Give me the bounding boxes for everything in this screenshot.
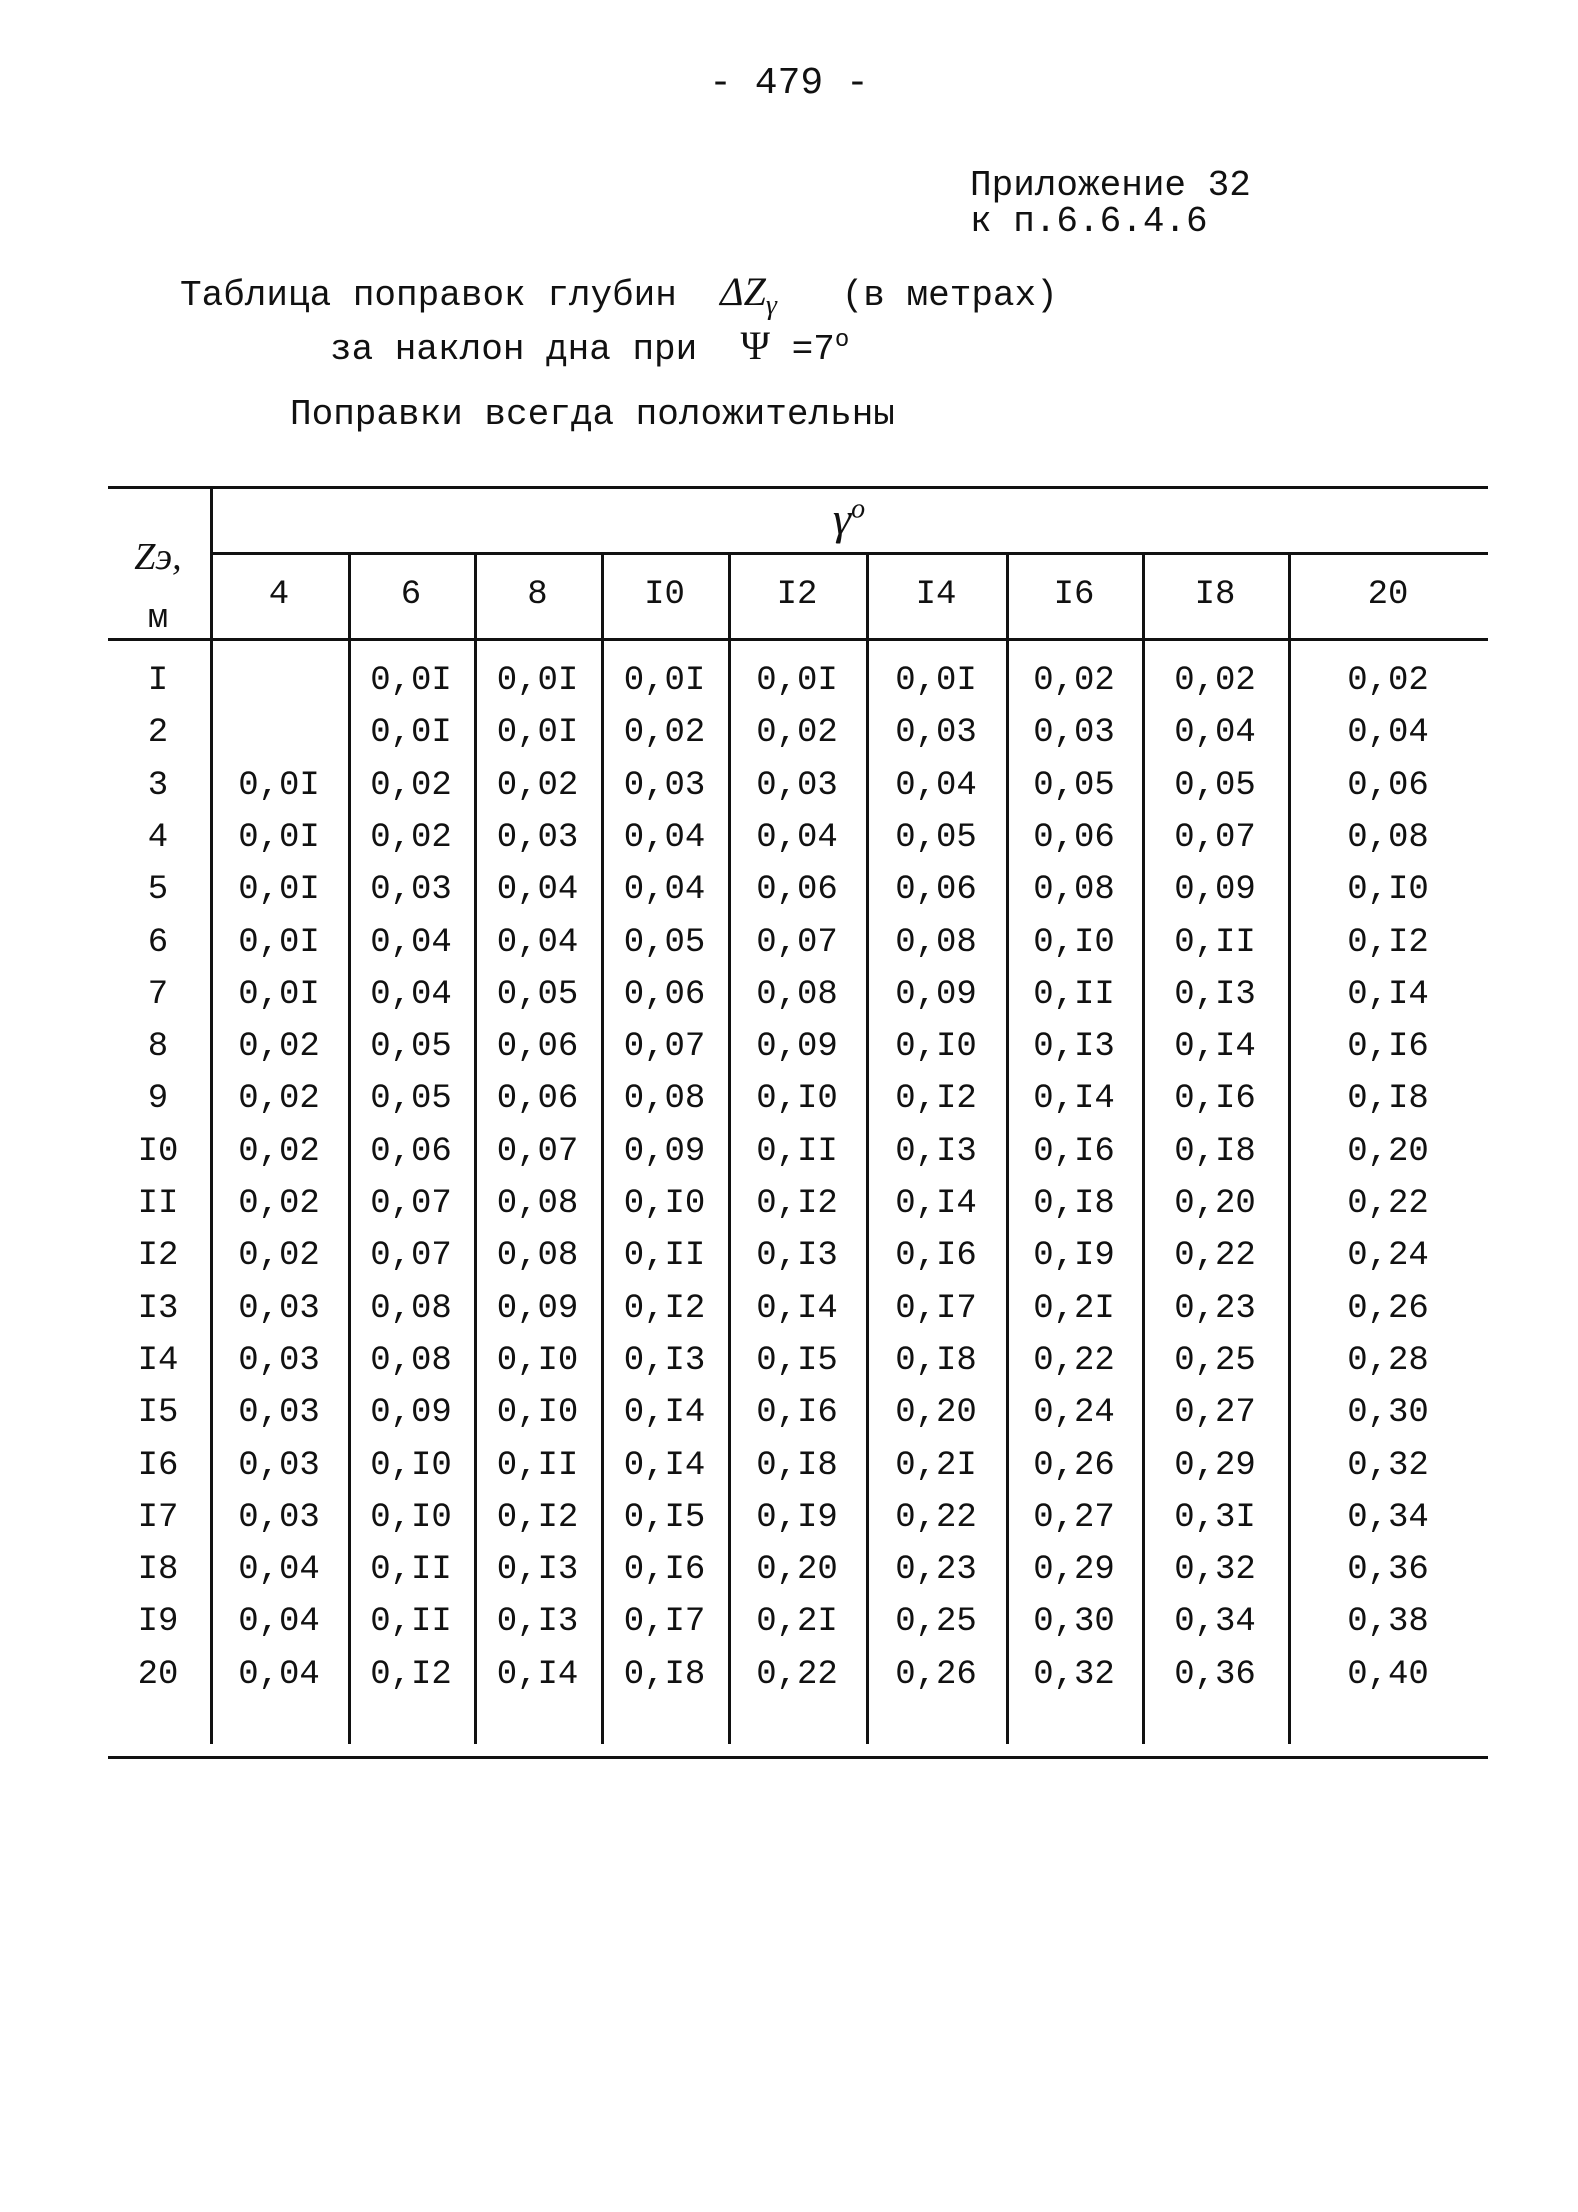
table-cell: 0,04 (623, 818, 706, 857)
table-cell: 0,04 (496, 871, 579, 910)
column-header: I4 (915, 576, 957, 614)
subtitle: Поправки всегда положительны (290, 394, 895, 435)
row-depth-label: I7 (137, 1498, 179, 1537)
table-cell: 0,06 (756, 871, 838, 910)
table-cell: 0,03 (238, 1446, 320, 1485)
table-cell: 0,0I (623, 662, 706, 700)
table-cell: 0,22 (1347, 1185, 1429, 1223)
table-cell: 0,29 (1033, 1551, 1115, 1590)
table-cell: 0,09 (756, 1028, 838, 1067)
table-cell: 0,I4 (623, 1394, 706, 1433)
title-prefix: Таблица поправок глубин (180, 275, 677, 316)
column-header: 6 (400, 576, 422, 614)
table-cell: 0,I9 (1033, 1237, 1115, 1276)
appendix-title: Приложение 32 (970, 165, 1251, 206)
table-cell: 0,08 (623, 1080, 706, 1119)
column-header: I8 (1194, 576, 1236, 614)
row-header-unit: м (147, 600, 169, 638)
row-depth-label: I4 (137, 1341, 179, 1380)
table-cell: 0,II (370, 1603, 452, 1642)
table-cell: 0,34 (1174, 1603, 1256, 1642)
table-cell: 0,I4 (623, 1446, 706, 1485)
column-header: 4 (268, 576, 290, 614)
table-cell: 0,24 (1033, 1394, 1115, 1433)
table-cell: 0,28 (1347, 1341, 1429, 1380)
column-header: I2 (776, 576, 818, 614)
table-cell: 0,06 (496, 1080, 579, 1119)
table-cell: 0,0I (238, 818, 320, 857)
table-cell: 0,04 (370, 923, 452, 962)
table-cell: 0,0I (895, 662, 977, 700)
table-cell: 0,06 (370, 1132, 452, 1171)
table-cell: 0,02 (756, 714, 838, 753)
column-header: 8 (527, 576, 548, 614)
table-cell: 0,I8 (1174, 1132, 1256, 1171)
table-cell: 0,I0 (370, 1446, 452, 1485)
table-cell: 0,I0 (370, 1498, 452, 1537)
table-cell: 0,2I (756, 1603, 838, 1642)
table-cell: 0,06 (623, 975, 706, 1014)
table-cell: 0,29 (1174, 1446, 1256, 1485)
table-cell: 0,06 (1347, 766, 1429, 805)
table-cell: 0,I9 (756, 1498, 838, 1537)
table-cell: 0,07 (370, 1237, 452, 1276)
table-cell: 0,I4 (496, 1655, 579, 1694)
table-cell: 0,0I (238, 923, 320, 962)
table-cell: 0,04 (1347, 714, 1429, 753)
table-cell: 0,04 (370, 975, 452, 1014)
table-cell: 0,05 (370, 1028, 452, 1067)
table-cell: 0,I3 (496, 1551, 579, 1590)
degree-mark: о (834, 327, 850, 354)
delta-z-formula (720, 269, 777, 321)
table-cell: 0,I2 (756, 1185, 838, 1223)
row-depth-label: 3 (147, 766, 169, 805)
table-cell: 0,09 (496, 1289, 579, 1328)
table-cell: 0,I5 (623, 1498, 706, 1537)
row-depth-label: 4 (147, 818, 169, 857)
table-cell: 0,20 (1174, 1185, 1256, 1223)
table-cell: 0,03 (238, 1289, 320, 1328)
table-cell: 0,02 (238, 1132, 320, 1171)
table-cell: 0,04 (238, 1603, 320, 1642)
table-cell: 0,0I (370, 662, 452, 700)
table-cell: 0,02 (623, 714, 706, 753)
table-cell: 0,II (496, 1446, 579, 1485)
row-depth-label: 8 (147, 1028, 169, 1067)
row-depth-label: 20 (137, 1655, 179, 1694)
table-cell: 0,03 (1033, 714, 1115, 753)
psi-value: =7 (791, 329, 835, 370)
row-depth-label: I5 (137, 1394, 179, 1433)
table-cell: 0,0I (238, 871, 320, 910)
table-cell: 0,08 (1033, 871, 1115, 910)
table-cell: 0,II (756, 1132, 838, 1171)
table-cell: 0,I2 (370, 1655, 452, 1694)
table-cell: 0,08 (1347, 818, 1429, 857)
table-cell: 0,05 (623, 923, 706, 962)
table-cell: 0,25 (1174, 1341, 1256, 1380)
gamma-symbol: γ (832, 493, 852, 544)
table-cell: 0,0I (370, 714, 452, 753)
table-cell: 0,I5 (756, 1341, 838, 1380)
table-cell: 0,22 (895, 1498, 977, 1537)
table-cell: 0,07 (496, 1132, 579, 1171)
table-cell: 0,08 (756, 975, 838, 1014)
table-cell: 0,26 (1347, 1289, 1429, 1328)
table-cell: 0,02 (238, 1028, 320, 1067)
table-cell: 0,03 (496, 818, 579, 857)
table-cell: 0,02 (1033, 662, 1115, 700)
table-cell: 0,I0 (756, 1080, 838, 1119)
table-cell: 0,26 (895, 1655, 977, 1694)
table-cell: 0,04 (1174, 714, 1256, 753)
table-cell: 0,I0 (496, 1394, 579, 1433)
table-cell: 0,3I (1174, 1498, 1256, 1537)
table-cell: 0,I3 (1174, 975, 1256, 1014)
table-cell: 0,I3 (756, 1237, 838, 1276)
table-cell: 0,07 (756, 923, 838, 962)
page-number: - 479 - (709, 62, 869, 105)
table-cell: 0,27 (1174, 1394, 1256, 1433)
row-depth-label: II (137, 1185, 179, 1223)
table-cell: 0,08 (370, 1289, 452, 1328)
table-title (180, 268, 1058, 322)
row-depth-label: 9 (147, 1080, 169, 1119)
table-cell: 0,07 (623, 1028, 706, 1067)
table-cell: 0,06 (496, 1028, 579, 1067)
table-cell: 0,09 (623, 1132, 706, 1171)
table-cell: 0,26 (1033, 1446, 1115, 1485)
table-cell: 0,I7 (623, 1603, 706, 1642)
table-cell: 0,2I (1033, 1289, 1115, 1328)
row-depth-label: I (147, 662, 169, 700)
table-cell: 0,03 (756, 766, 838, 805)
table-cell: 0,I4 (1033, 1080, 1115, 1119)
column-header: 20 (1367, 576, 1409, 614)
formula-main: ΔZ (720, 269, 766, 314)
table-cell: 0,22 (1033, 1341, 1115, 1380)
row-header-symbol: Zэ, (134, 536, 182, 578)
table-cell: 0,I8 (895, 1341, 977, 1380)
table-cell: 0,II (1033, 975, 1115, 1014)
row-depth-label: I8 (137, 1551, 179, 1590)
table-cell: 0,I3 (496, 1603, 579, 1642)
table-cell: 0,I6 (623, 1551, 706, 1590)
row-depth-label: 6 (147, 923, 169, 962)
table-cell: 0,0I (238, 975, 320, 1014)
psi-symbol: Ψ (740, 323, 770, 368)
table-cell: 0,02 (238, 1185, 320, 1223)
table-cell: 0,03 (238, 1394, 320, 1433)
table-cell: 0,03 (623, 766, 706, 805)
table-cell: 0,04 (895, 766, 977, 805)
column-group-label (210, 492, 1488, 545)
table-cell: 0,02 (370, 818, 452, 857)
table-cell: 0,30 (1347, 1394, 1429, 1433)
row-depth-label: I0 (137, 1132, 179, 1171)
table-top-rule (108, 486, 1488, 489)
table-cell: 0,0I (238, 766, 320, 805)
table-cell: 0,04 (756, 818, 838, 857)
row-depth-label: 7 (147, 975, 169, 1014)
table-cell: 0,06 (895, 871, 977, 910)
row-header-label (108, 526, 208, 650)
gamma-degree: о (851, 493, 866, 525)
table-cell: 0,20 (895, 1394, 977, 1433)
table-cell: 0,I0 (623, 1185, 706, 1223)
table-cell: 0,I0 (1033, 923, 1115, 962)
column-header: I0 (644, 576, 685, 614)
table-cell: 0,0I (756, 662, 838, 700)
table-cell: 0,05 (496, 975, 579, 1014)
table-cell: 0,I2 (895, 1080, 977, 1119)
table-cell: 0,04 (238, 1655, 320, 1694)
table-cell: 0,05 (895, 818, 977, 857)
table-cell: 0,I8 (1347, 1080, 1429, 1119)
table-cell: 0,38 (1347, 1603, 1429, 1642)
condition-prefix: за наклон дна при (330, 329, 698, 370)
table-cell: 0,I4 (895, 1185, 977, 1223)
table-cell: 0,32 (1033, 1655, 1115, 1694)
table-cell: 0,08 (895, 923, 977, 962)
title-unit: (в метрах) (841, 275, 1058, 316)
table-cell: 0,I4 (756, 1289, 838, 1328)
header-bottom-rule (108, 638, 1488, 641)
appendix-paragraph-ref: к п.6.6.4.6 (970, 201, 1208, 242)
row-depth-label: I2 (137, 1237, 179, 1276)
table-cell: 0,06 (1033, 818, 1115, 857)
table-cell: 0,02 (238, 1237, 320, 1276)
table-cell: 0,I3 (895, 1132, 977, 1171)
table-cell: 0,I8 (623, 1655, 706, 1694)
table-cell: 0,I6 (895, 1237, 977, 1276)
table-cell: 0,34 (1347, 1498, 1429, 1537)
table-cell: 0,23 (1174, 1289, 1256, 1328)
table-cell: 0,20 (1347, 1132, 1429, 1171)
table-cell: 0,I7 (895, 1289, 977, 1328)
table-cell: 0,09 (1174, 871, 1256, 910)
table-cell: 0,02 (1174, 662, 1256, 700)
table-cell: 0,I3 (623, 1341, 706, 1380)
table-cell: 0,I4 (1347, 975, 1429, 1014)
table-cell: 0,32 (1174, 1551, 1256, 1590)
table-cell: 0,05 (370, 1080, 452, 1119)
table-cell: 0,04 (238, 1551, 320, 1590)
table-cell: 0,24 (1347, 1237, 1429, 1276)
appendix-reference (970, 165, 1251, 242)
table-cell: 0,03 (370, 871, 452, 910)
table-cell: 0,I8 (1033, 1185, 1115, 1223)
table-cell: 0,04 (496, 923, 579, 962)
table-cell: 0,22 (1174, 1237, 1256, 1276)
table-cell: 0,0I (496, 714, 579, 753)
table-cell: 0,30 (1033, 1603, 1115, 1642)
table-cell: 0,04 (623, 871, 706, 910)
row-depth-label: I9 (137, 1603, 179, 1642)
table-cell: 0,I2 (623, 1289, 706, 1328)
table-cell: 0,08 (370, 1341, 452, 1380)
table-cell: 0,40 (1347, 1655, 1429, 1694)
row-depth-label: I6 (137, 1446, 179, 1485)
table-cell: 0,25 (895, 1603, 977, 1642)
table-cell: 0,27 (1033, 1498, 1115, 1537)
table-cell: 0,I6 (1347, 1028, 1429, 1067)
table-cell: 0,07 (1174, 818, 1256, 857)
table-cell: 0,I6 (756, 1394, 838, 1433)
table-cell: 0,I0 (496, 1341, 579, 1380)
table-cell: 0,03 (238, 1498, 320, 1537)
row-depth-label: 5 (147, 871, 169, 910)
table-cell: 0,I2 (496, 1498, 579, 1537)
table-cell: 0,05 (1174, 766, 1256, 805)
table-cell: 0,08 (496, 1185, 579, 1223)
table-cell: 0,08 (496, 1237, 579, 1276)
table-cell: 0,II (1174, 923, 1256, 962)
table-cell: 0,2I (895, 1446, 977, 1485)
table-cell: 0,I8 (756, 1446, 838, 1485)
table-bottom-rule (108, 1756, 1488, 1759)
table-cell: 0,I3 (1033, 1028, 1115, 1067)
table-cell: 0,32 (1347, 1446, 1429, 1485)
table-cell: 0,09 (370, 1394, 452, 1433)
table-title-condition (330, 322, 849, 370)
row-depth-label: 2 (147, 714, 169, 753)
table-cell: 0,03 (895, 714, 977, 753)
table-cell: 0,I0 (895, 1028, 977, 1067)
table-cell: 0,23 (895, 1551, 977, 1590)
table-cell: 0,I6 (1174, 1080, 1256, 1119)
formula-subscript: γ (765, 290, 777, 321)
table-cell: 0,02 (496, 766, 579, 805)
table-cell: 0,22 (756, 1655, 838, 1694)
row-depth-label: I3 (137, 1289, 179, 1328)
table-cell: 0,36 (1174, 1655, 1256, 1694)
table-cell: 0,03 (238, 1341, 320, 1380)
table-cell: 0,02 (370, 766, 452, 805)
table-cell: 0,0I (496, 662, 579, 700)
table-cell: 0,II (370, 1551, 452, 1590)
table-cell: 0,I4 (1174, 1028, 1256, 1067)
table-cell: 0,I0 (1347, 871, 1429, 910)
table-cell: 0,I2 (1347, 923, 1429, 962)
table-cell: 0,02 (238, 1080, 320, 1119)
table-cell: 0,07 (370, 1185, 452, 1223)
table-cell: 0,05 (1033, 766, 1115, 805)
table-cell: 0,09 (895, 975, 977, 1014)
table-cell: 0,I6 (1033, 1132, 1115, 1171)
column-header: I6 (1053, 576, 1095, 614)
table-cell: 0,II (623, 1237, 706, 1276)
column-group-rule (210, 552, 1488, 555)
table-cell: 0,02 (1347, 662, 1429, 700)
table-cell: 0,20 (756, 1551, 838, 1590)
table-cell: 0,36 (1347, 1551, 1429, 1590)
